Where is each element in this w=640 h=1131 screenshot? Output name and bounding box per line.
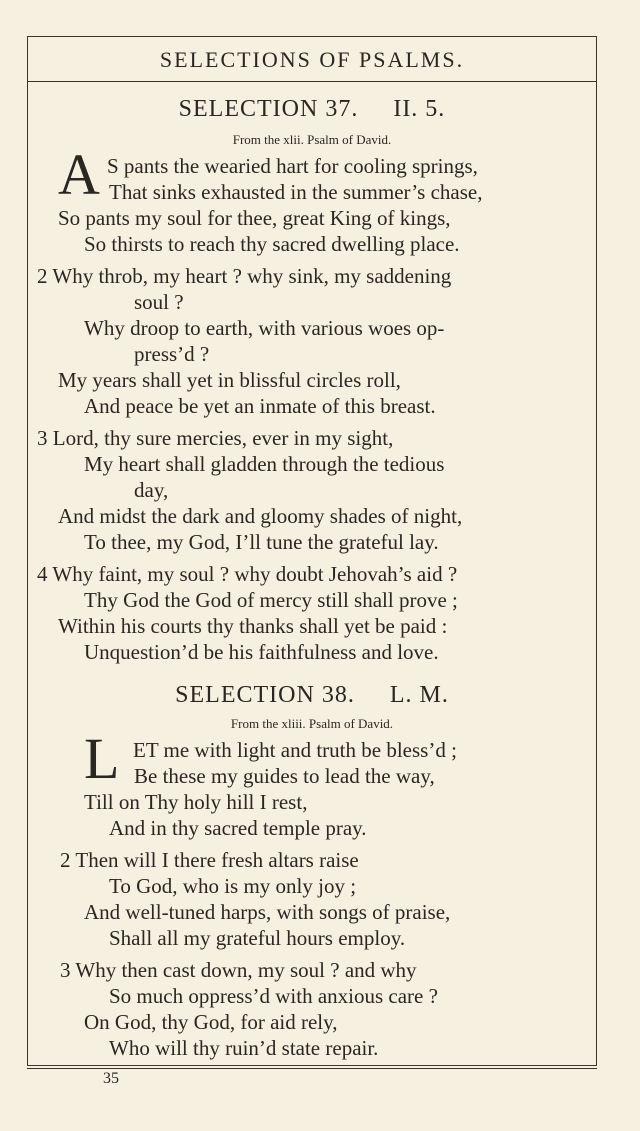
s37-line-8: press’d ? <box>134 342 210 366</box>
s37-line-3: So pants my soul for thee, great King of kings, <box>58 206 451 230</box>
s37-line-18: Within his courts thy thanks shall yet be paid : <box>58 614 448 638</box>
s37-line-4: So thirsts to reach thy sacred dwelling place. <box>84 232 460 256</box>
s38-line-10: So much oppress’d with anxious care ? <box>109 984 438 1008</box>
s38-line-8: Shall all my grateful hours employ. <box>109 926 406 950</box>
s37-line-1: S pants the wearied hart for cooling springs, <box>107 154 478 178</box>
s37-line-14: And midst the dark and gloomy shades of night, <box>58 504 463 528</box>
s38-line-2: Be these my guides to lead the way, <box>134 764 435 788</box>
s37-line-17: Thy God the God of mercy still shall prove ; <box>84 588 458 612</box>
s37-line-10: And peace be yet an inmate of this breast. <box>84 394 436 418</box>
selection-37-dropcap: A <box>58 142 100 207</box>
bottom-rule <box>27 1068 597 1069</box>
selection-38-title: SELECTION 38. L. M. <box>175 682 449 708</box>
s38-line-3: Till on Thy holy hill I rest, <box>84 790 308 814</box>
s38-line-1: ET me with light and truth be bless’d ; <box>133 738 457 762</box>
s37-line-5: 2 Why throb, my heart ? why sink, my saddening <box>37 264 452 288</box>
s37-line-13: day, <box>134 478 169 502</box>
s37-line-9: My years shall yet in blissful circles roll, <box>58 368 401 392</box>
s38-line-9: 3 Why then cast down, my soul ? and why <box>60 958 417 982</box>
s38-line-6: To God, who is my only joy ; <box>109 874 357 898</box>
s38-line-11: On God, thy God, for aid rely, <box>84 1010 338 1034</box>
s37-line-7: Why droop to earth, with various woes op- <box>84 316 445 340</box>
selection-38-source: From the xliii. Psalm of David. <box>230 716 394 731</box>
running-header: SELECTIONS OF PSALMS. <box>27 36 597 82</box>
s37-line-2: That sinks exhausted in the summer’s chase, <box>109 180 483 204</box>
s38-line-5: 2 Then will I there fresh altars raise <box>60 848 359 872</box>
s37-line-11: 3 Lord, thy sure mercies, ever in my sight, <box>37 426 394 450</box>
s38-line-4: And in thy sacred temple pray. <box>109 816 367 840</box>
s38-line-12: Who will thy ruin’d state repair. <box>109 1036 379 1060</box>
page-number: 35 <box>103 1070 119 1087</box>
s37-line-6: soul ? <box>134 290 184 314</box>
selection-38-dropcap: L <box>84 726 120 791</box>
selection-37-source: From the xlii. Psalm of David. <box>232 132 392 147</box>
selection-37-title: SELECTION 37. II. 5. <box>178 96 446 122</box>
s38-line-7: And well-tuned harps, with songs of praise, <box>84 900 451 924</box>
s37-line-12: My heart shall gladden through the tedious <box>84 452 445 476</box>
s37-line-16: 4 Why faint, my soul ? why doubt Jehovah’s aid ? <box>37 562 458 586</box>
s37-line-15: To thee, my God, I’ll tune the grateful lay. <box>84 530 439 554</box>
s37-line-19: Unquestion’d be his faithfulness and love. <box>84 640 439 664</box>
